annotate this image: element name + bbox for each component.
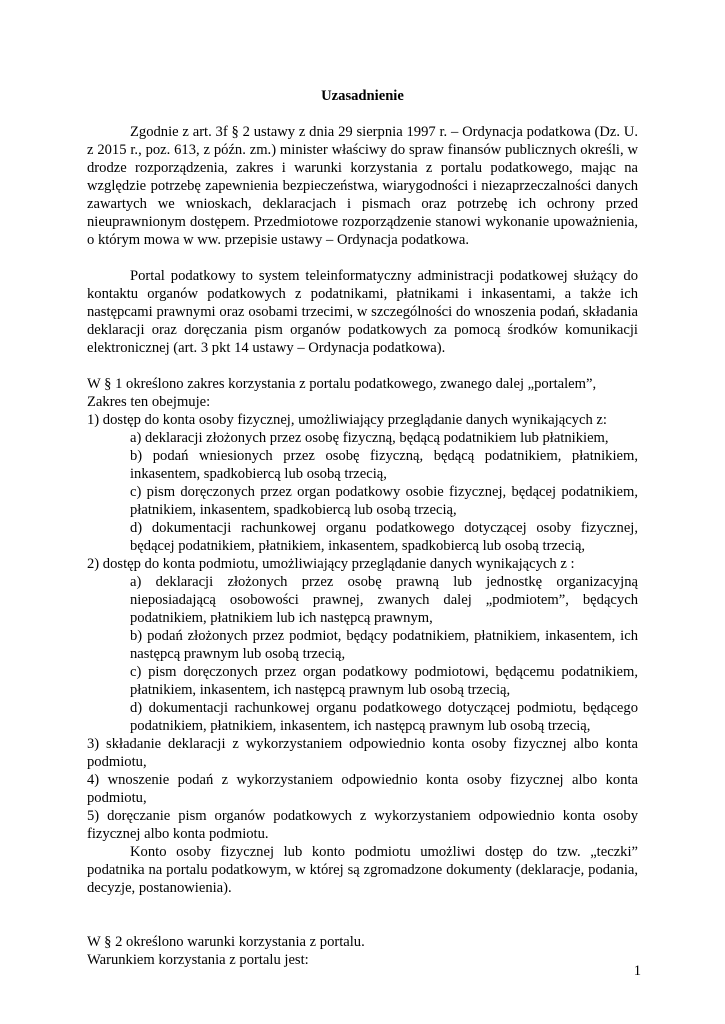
- spacer: [87, 249, 638, 267]
- paragraph-scope-intro: Zakres ten obejmuje:: [87, 394, 211, 410]
- document-body: [87, 87, 638, 969]
- paragraph-section-2-intro: W § 2 określono warunki korzystania z portalu.: [87, 934, 365, 950]
- list-item-2c: c) pism doręczonych przez organ podatkowy podmiotowi, będącemu podatnikiem, płatnikiem, inkasentem, ich następcą prawnym lub osobą trzecią,: [130, 664, 638, 698]
- list-item-2: 2) dostęp do konta podmiotu, umożliwiający przeglądanie danych wynikających z :: [87, 556, 575, 572]
- paragraph-taxpayer-folder: Konto osoby fizycznej lub konto podmiotu umożliwi dostęp do tzw. „teczki” podatnika na portalu podatkowym, w której są zgromadzone dokumenty (deklaracje, podania, decyzje, postanowienia).: [87, 844, 638, 896]
- spacer: [87, 357, 638, 375]
- list-item-1b: b) podań wniesionych przez osobę fizyczną, będącą podatnikiem, płatnikiem, inkasentem, spadkobiercą lub osobą trzecią,: [130, 448, 638, 482]
- paragraph-portal-definition: Portal podatkowy to system teleinformatyczny administracji podatkowej służący do kontaktu organów podatkowych z podatnikami, płatnikami i inkasentami, a także ich następcami prawnymi oraz osobami trzecimi, w szczególności do wnoszenia podań, składania deklaracji oraz doręczania pism organów podatkowych za pomocą środków komunikacji elektronicznej (art. 3 pkt 14 ustawy – Ordynacja podatkowa).: [87, 268, 638, 356]
- paragraph-legal-basis: Zgodnie z art. 3f § 2 ustawy z dnia 29 sierpnia 1997 r. – Ordynacja podatkowa (Dz. U. z 2015 r., poz. 613, z późn. zm.) minister właściwy do spraw finansów publicznych określi, w drodze rozporządzenia, zakres i warunki korzystania z portalu podatkowego, mając na względzie potrzebę zapewnienia bezpieczeństwa, wiarygodności i niezaprzeczalności danych zawartych we wnioskach, deklaracjach i pismach oraz potrzebę ich ochrony przed nieuprawnionym dostępem. Przedmiotowe rozporządzenie stanowi wykonanie upoważnienia, o którym mowa w ww. przepisie ustawy – Ordynacja podatkowa.: [87, 124, 638, 248]
- page-number: 1: [633, 963, 641, 979]
- list-item-2a: a) deklaracji złożonych przez osobę prawną lub jednostkę organizacyjną nieposiadającą osobowości prawnej, zwanych dalej „podmiotem”, będących podatnikiem, płatnikiem lub ich następcą prawnym,: [130, 574, 638, 626]
- list-item-5: 5) doręczanie pism organów podatkowych z wykorzystaniem odpowiednio konta osoby fizycznej albo konta podmiotu.: [87, 808, 638, 842]
- list-item-1: 1) dostęp do konta osoby fizycznej, umożliwiający przeglądanie danych wynikających z:: [87, 412, 607, 428]
- list-item-1d: d) dokumentacji rachunkowej organu podatkowego dotyczącej osoby fizycznej, będącej podatnikiem, płatnikiem, inkasentem, spadkobiercą lub osobą trzecią,: [130, 520, 638, 554]
- list-item-2b: b) podań złożonych przez podmiot, będący podatnikiem, płatnikiem, inkasentem, ich następcą prawnym lub osobą trzecią,: [130, 628, 638, 662]
- list-item-4: 4) wnoszenie podań z wykorzystaniem odpowiednio konta osoby fizycznej albo konta podmiotu,: [87, 772, 638, 806]
- paragraph-section-1-intro: W § 1 określono zakres korzystania z portalu podatkowego, zwanego dalej „portalem”,: [87, 376, 597, 392]
- paragraph-conditions-intro: Warunkiem korzystania z portalu jest:: [87, 952, 309, 968]
- spacer: [87, 897, 638, 933]
- list-item-1a: a) deklaracji złożonych przez osobę fizyczną, będącą podatnikiem lub płatnikiem,: [130, 430, 609, 446]
- document-title: Uzasadnienie: [321, 88, 404, 104]
- list-item-3: 3) składanie deklaracji z wykorzystaniem odpowiednio konta osoby fizycznej albo konta podmiotu,: [87, 736, 638, 770]
- list-item-2d: d) dokumentacji rachunkowej organu podatkowego dotyczącej podmiotu, będącego podatnikiem, płatnikiem, inkasentem, ich następcą prawnym lub osobą trzecią,: [130, 700, 638, 734]
- list-item-1c: c) pism doręczonych przez organ podatkowy osobie fizycznej, będącej podatnikiem, płatnikiem, inkasentem, spadkobiercą lub osobą trzecią,: [130, 484, 638, 518]
